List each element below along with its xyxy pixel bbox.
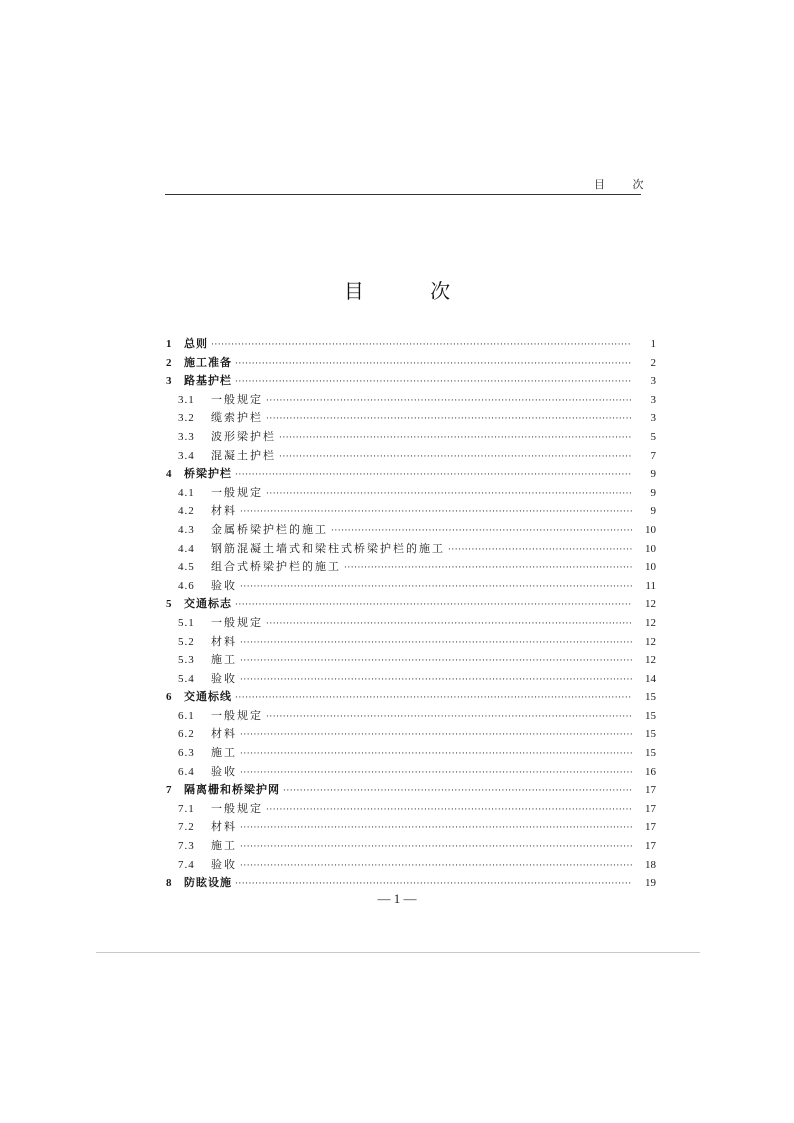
- toc-entry-page: 15: [645, 728, 656, 741]
- toc-entry-page: 15: [645, 691, 656, 704]
- toc-entry-title: 施工准备: [184, 355, 232, 369]
- toc-entry-title: 一般规定: [211, 615, 263, 629]
- toc-entry-page: 10: [645, 542, 656, 555]
- toc-entry[interactable]: [166, 465, 656, 484]
- dot-leader: [240, 838, 632, 857]
- toc-entry-page: 12: [645, 635, 656, 648]
- toc-entry[interactable]: [166, 484, 656, 503]
- dot-leader: [240, 578, 632, 597]
- toc-entry-number: 4.4: [178, 542, 195, 555]
- dot-leader: [235, 373, 632, 392]
- toc-entry[interactable]: [166, 763, 656, 782]
- toc-entry-number: 1: [166, 338, 172, 350]
- dot-leader: [279, 448, 632, 467]
- dot-leader: [235, 355, 632, 374]
- toc-entry-title: 混凝土护栏: [211, 448, 276, 462]
- toc-entry-number: 6.1: [178, 709, 195, 722]
- toc-entry-number: 7: [166, 784, 172, 797]
- dot-leader: [235, 596, 632, 615]
- toc-entry[interactable]: [166, 354, 656, 373]
- dot-leader: [266, 485, 632, 504]
- toc-entry-title: 一般规定: [211, 801, 263, 815]
- toc-entry-number: 3: [166, 375, 172, 388]
- toc-entry-title: 一般规定: [211, 485, 263, 499]
- toc-entry-title: 材料: [211, 504, 237, 518]
- toc-entry-page: 12: [645, 654, 656, 667]
- toc-entry-title: 防眩设施: [184, 876, 232, 890]
- toc-entry[interactable]: [166, 670, 656, 689]
- toc-entry[interactable]: [166, 428, 656, 447]
- dot-leader: [240, 819, 632, 838]
- toc-entry-number: 5.2: [178, 635, 195, 648]
- toc-entry-title: 桥梁护栏: [184, 467, 232, 481]
- toc-entry[interactable]: [166, 707, 656, 726]
- toc-entry-page: 9: [650, 468, 656, 481]
- dot-leader: [448, 541, 632, 560]
- toc-entry-page: 7: [650, 449, 656, 462]
- toc-entry-number: 3.4: [178, 449, 195, 462]
- toc-entry-page: 2: [650, 356, 656, 369]
- toc-entry-title: 施工: [211, 839, 237, 853]
- dot-leader: [266, 615, 632, 634]
- dot-leader: [240, 857, 632, 876]
- table-of-contents: [166, 335, 656, 893]
- toc-entry-number: 4.2: [178, 505, 195, 518]
- dot-leader: [266, 392, 632, 411]
- toc-entry-page: 15: [645, 709, 656, 722]
- toc-entry-number: 6.2: [178, 728, 195, 741]
- toc-entry-number: 5.1: [178, 616, 195, 629]
- toc-entry-title: 交通标线: [184, 690, 232, 704]
- toc-entry[interactable]: [166, 725, 656, 744]
- toc-entry-page: 19: [645, 877, 656, 890]
- dot-leader: [240, 652, 632, 671]
- toc-entry-title: 缆索护栏: [211, 411, 263, 425]
- toc-entry-number: 5: [166, 598, 172, 611]
- toc-entry-page: 18: [645, 858, 656, 871]
- toc-entry-page: 3: [650, 393, 656, 406]
- toc-entry-number: 5.3: [178, 654, 195, 667]
- toc-entry-number: 4.1: [178, 486, 195, 499]
- toc-entry[interactable]: [166, 502, 656, 521]
- toc-entry-number: 7.3: [178, 840, 195, 853]
- toc-entry-title: 组合式桥梁护栏的施工: [211, 560, 341, 574]
- toc-entry[interactable]: [166, 800, 656, 819]
- toc-entry-title: 路基护栏: [184, 374, 232, 388]
- toc-entry[interactable]: [166, 521, 656, 540]
- toc-entry-title: 材料: [211, 634, 237, 648]
- toc-entry-title: 验收: [211, 671, 237, 685]
- toc-entry-page: 10: [645, 561, 656, 574]
- dot-leader: [240, 745, 632, 764]
- toc-entry[interactable]: [166, 595, 656, 614]
- toc-entry-number: 7.4: [178, 858, 195, 871]
- toc-entry-page: 11: [645, 579, 656, 592]
- toc-entry[interactable]: [166, 447, 656, 466]
- dot-leader: [331, 522, 632, 541]
- toc-entry-title: 金属桥梁护栏的施工: [211, 522, 328, 536]
- toc-entry-page: 9: [650, 505, 656, 518]
- toc-entry-number: 7.2: [178, 821, 195, 834]
- toc-entry-title: 验收: [211, 764, 237, 778]
- toc-entry-number: 7.1: [178, 802, 195, 815]
- toc-entry[interactable]: [166, 577, 656, 596]
- page-number-footer: — 1 —: [377, 891, 417, 906]
- toc-entry-page: 17: [645, 840, 656, 853]
- toc-entry-title: 验收: [211, 578, 237, 592]
- dot-leader: [235, 466, 632, 485]
- toc-entry[interactable]: [166, 744, 656, 763]
- toc-entry-title: 一般规定: [211, 708, 263, 722]
- toc-entry-page: 16: [645, 765, 656, 778]
- toc-entry-number: 6: [166, 691, 172, 704]
- toc-entry-title: 材料: [211, 820, 237, 834]
- dot-leader: [211, 336, 632, 355]
- toc-entry-title: 交通标志: [184, 597, 232, 611]
- toc-entry[interactable]: [166, 335, 656, 354]
- toc-entry-title: 材料: [211, 727, 237, 741]
- toc-entry[interactable]: [166, 818, 656, 837]
- toc-entry-number: 8: [166, 877, 172, 890]
- toc-entry-page: 10: [645, 523, 656, 536]
- dot-leader: [266, 801, 632, 820]
- toc-entry-title: 一般规定: [211, 392, 263, 406]
- toc-entry[interactable]: [166, 558, 656, 577]
- dot-leader: [235, 689, 632, 708]
- toc-entry-number: 3.3: [178, 430, 195, 443]
- toc-entry[interactable]: [166, 540, 656, 559]
- toc-entry-number: 4.6: [178, 579, 195, 592]
- dot-leader: [266, 708, 632, 727]
- toc-entry-number: 3.2: [178, 412, 195, 425]
- header-rule: [165, 194, 641, 195]
- toc-entry-page: 15: [645, 747, 656, 760]
- toc-entry-number: 6.3: [178, 747, 195, 760]
- toc-entry-page: 3: [650, 412, 656, 425]
- dot-leader: [240, 503, 632, 522]
- toc-entry[interactable]: [166, 409, 656, 428]
- dot-leader: [283, 782, 632, 801]
- toc-entry-title: 验收: [211, 857, 237, 871]
- toc-entry-number: 6.4: [178, 765, 195, 778]
- dot-leader: [344, 559, 632, 578]
- toc-entry-page: 12: [645, 616, 656, 629]
- dot-leader: [266, 410, 632, 429]
- toc-entry[interactable]: [166, 391, 656, 410]
- toc-entry-title: 总则: [184, 337, 208, 350]
- toc-entry-number: 4.5: [178, 561, 195, 574]
- dot-leader: [240, 764, 632, 783]
- toc-entry-page: 5: [650, 430, 656, 443]
- toc-entry[interactable]: [166, 781, 656, 800]
- toc-entry[interactable]: [166, 633, 656, 652]
- running-header: 目 次: [594, 178, 656, 191]
- toc-entry-title: 隔离栅和桥梁护网: [184, 783, 280, 797]
- bottom-rule: [96, 952, 700, 953]
- toc-entry-number: 5.4: [178, 672, 195, 685]
- toc-entry-number: 2: [166, 356, 172, 369]
- toc-entry-number: 3.1: [178, 393, 195, 406]
- toc-entry-page: 1: [650, 338, 656, 350]
- toc-entry-title: 波形梁护栏: [211, 429, 276, 443]
- toc-entry-page: 17: [645, 821, 656, 834]
- dot-leader: [240, 634, 632, 653]
- dot-leader: [240, 671, 632, 690]
- toc-entry[interactable]: [166, 688, 656, 707]
- page-title: 目 次: [343, 279, 481, 303]
- toc-entry[interactable]: [166, 651, 656, 670]
- toc-entry-number: 4.3: [178, 523, 195, 536]
- toc-entry-page: 3: [650, 375, 656, 388]
- toc-entry-title: 施工: [211, 746, 237, 760]
- toc-entry-title: 施工: [211, 653, 237, 667]
- toc-entry-number: 4: [166, 468, 172, 481]
- toc-entry-page: 17: [645, 784, 656, 797]
- toc-entry-title: 钢筋混凝土墙式和梁柱式桥梁护栏的施工: [211, 541, 445, 555]
- toc-entry[interactable]: [166, 856, 656, 875]
- toc-entry-page: 9: [650, 486, 656, 499]
- toc-entry-page: 12: [645, 598, 656, 611]
- dot-leader: [279, 429, 632, 448]
- dot-leader: [240, 726, 632, 745]
- toc-entry[interactable]: [166, 372, 656, 391]
- toc-entry[interactable]: [166, 837, 656, 856]
- toc-entry[interactable]: [166, 614, 656, 633]
- toc-entry-page: 14: [645, 672, 656, 685]
- toc-entry-page: 17: [645, 802, 656, 815]
